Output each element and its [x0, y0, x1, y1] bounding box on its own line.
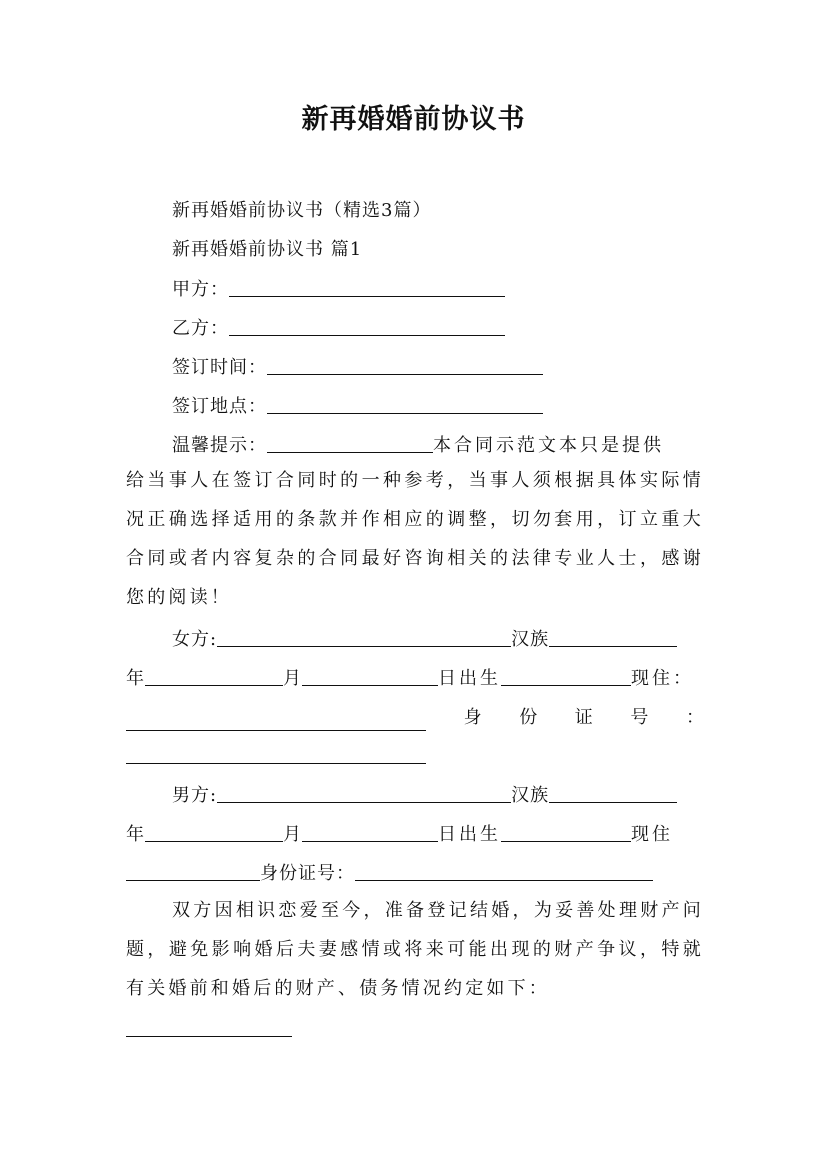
party-a-blank [229, 278, 505, 297]
sign-time-row [172, 355, 543, 381]
female-name-blank [217, 628, 511, 647]
male-row-2 [126, 822, 673, 848]
female-residence-label: 现住： [631, 668, 694, 689]
male-born-label: 日出生 [438, 824, 501, 845]
female-month-blank [302, 667, 438, 686]
tip-row [172, 433, 664, 459]
male-year-label: 年 [126, 824, 145, 845]
female-day-blank [501, 667, 631, 686]
female-label: 女方: [172, 629, 218, 650]
sign-place-row [172, 394, 543, 420]
female-year-blank [145, 667, 283, 686]
sign-time-blank [267, 356, 543, 375]
male-id-label: 身份证号： [260, 863, 355, 884]
party-a-label: 甲方： [172, 279, 229, 300]
female-month-label: 月 [283, 668, 302, 689]
female-year-label: 年 [126, 668, 145, 689]
body-paragraph: 双方因相识恋爱至今，准备登记结婚，为妥善处理财产问题，避免影响婚后夫妻感情或将来可能出现的财产争议，特就有关婚前和婚后的财产、债务情况约定如下： [126, 900, 704, 999]
male-id-blank [355, 862, 653, 881]
male-label: 男方: [172, 785, 218, 806]
female-ethnicity-label: 汉族 [511, 629, 550, 650]
party-b-row [172, 316, 505, 342]
male-row-3 [126, 861, 653, 887]
female-id-char-5: ： [685, 707, 704, 728]
male-month-blank [302, 823, 438, 842]
female-id-char-1: 身 [463, 707, 482, 728]
male-ethnicity-label: 汉族 [511, 785, 550, 806]
female-row-4 [126, 744, 426, 770]
party-a-row [172, 277, 505, 303]
tip-label: 温馨提示： [172, 435, 267, 456]
female-born-label: 日出生 [438, 668, 501, 689]
male-name-blank [217, 784, 511, 803]
document-title: 新再婚婚前协议书 [301, 104, 526, 135]
female-row-1 [172, 627, 677, 653]
female-id-char-3: 证 [574, 707, 593, 728]
male-residence-label: 现住 [631, 824, 673, 845]
male-row-1 [172, 783, 677, 809]
male-ethnicity-blank [549, 784, 677, 803]
body-trailing-blank [126, 1018, 292, 1037]
document-subtitle: 新再婚婚前协议书（精选3篇） [172, 200, 432, 221]
female-id-blank [126, 745, 426, 764]
male-residence-blank [126, 862, 260, 881]
female-ethnicity-blank [549, 628, 677, 647]
sign-place-blank [267, 395, 543, 414]
male-month-label: 月 [283, 824, 302, 845]
male-day-blank [501, 823, 631, 842]
body-trailing-row [126, 1017, 292, 1043]
male-year-blank [145, 823, 283, 842]
party-b-label: 乙方： [172, 318, 229, 339]
female-id-char-2: 份 [519, 707, 538, 728]
sign-time-label: 签订时间： [172, 357, 267, 378]
female-id-char-4: 号 [630, 707, 649, 728]
tip-blank [267, 434, 433, 453]
female-row-2 [126, 666, 694, 692]
tip-text-start: 本合同示范文本只是提供 [433, 435, 664, 456]
female-row-3 [126, 705, 704, 731]
female-residence-blank [126, 712, 426, 731]
party-b-blank [229, 317, 505, 336]
sign-place-label: 签订地点： [172, 396, 267, 417]
article-heading: 新再婚婚前协议书 篇1 [172, 239, 363, 260]
tip-text-continued: 给当事人在签订合同时的一种参考，当事人须根据具体实际情况正确选择适用的条款并作相应的调整，切勿套用，订立重大合同或者内容复杂的合同最好咨询相关的法律专业人士，感谢您的阅读！ [126, 470, 704, 608]
